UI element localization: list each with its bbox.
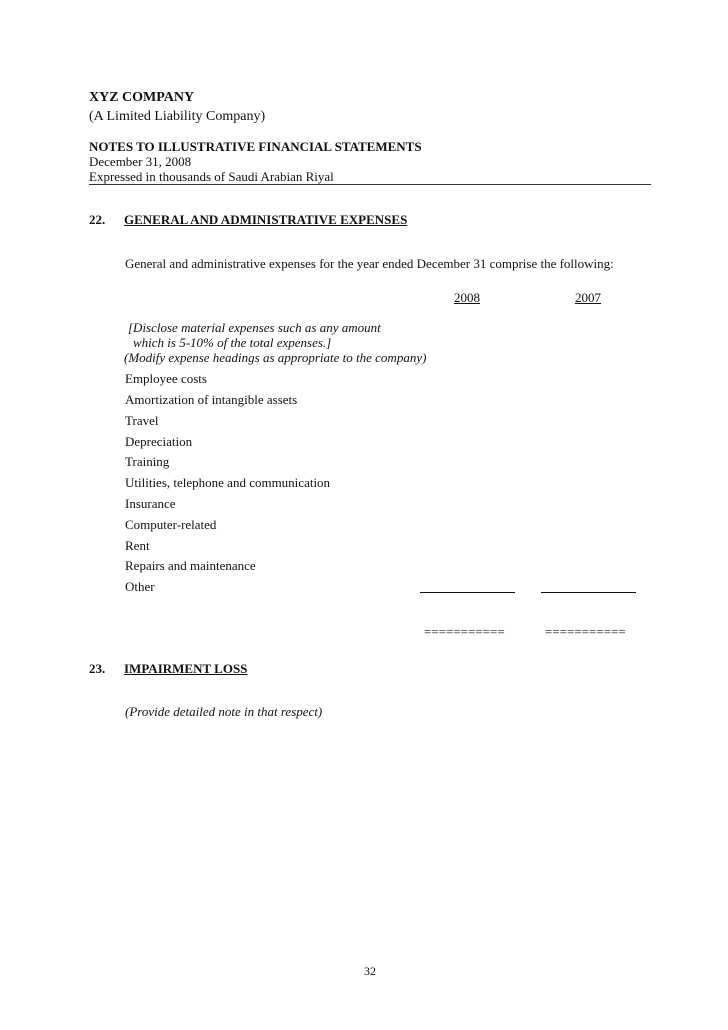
note-23-instruction: (Provide detailed note in that respect) xyxy=(125,704,323,719)
company-type: (A Limited Liability Company) xyxy=(89,109,266,124)
note-22-number: 22. xyxy=(89,212,106,227)
expense-item-training: Training xyxy=(125,454,170,469)
instruction-line-3: (Modify expense headings as appropriate to the company) xyxy=(124,350,427,365)
expense-item-insurance: Insurance xyxy=(125,496,176,511)
expense-item-rent: Rent xyxy=(125,538,150,553)
total-rule-2007: =========== xyxy=(545,624,626,639)
instruction-line-1: [Disclose material expenses such as any amount xyxy=(128,320,381,335)
column-header-2007: 2007 xyxy=(575,290,601,305)
expense-item-computer-related: Computer-related xyxy=(125,517,217,532)
total-rule-2008: =========== xyxy=(424,624,505,639)
currency-note: Expressed in thousands of Saudi Arabian Riyal xyxy=(89,169,334,184)
expense-item-amortization: Amortization of intangible assets xyxy=(125,392,298,407)
page-number: 32 xyxy=(364,964,376,978)
expense-item-utilities: Utilities, telephone and communication xyxy=(125,475,331,490)
expense-item-other: Other xyxy=(125,579,155,594)
note-23-title: IMPAIRMENT LOSS xyxy=(124,661,248,676)
expense-item-repairs: Repairs and maintenance xyxy=(125,558,256,573)
document-title: NOTES TO ILLUSTRATIVE FINANCIAL STATEMENTS xyxy=(89,139,422,154)
subtotal-rule-2008 xyxy=(420,592,515,593)
subtotal-rule-2007 xyxy=(541,592,636,593)
expense-item-depreciation: Depreciation xyxy=(125,434,193,449)
expense-item-travel: Travel xyxy=(125,413,159,428)
header-divider xyxy=(89,184,651,185)
statement-date: December 31, 2008 xyxy=(89,154,192,169)
note-22-title: GENERAL AND ADMINISTRATIVE EXPENSES xyxy=(124,212,408,227)
column-header-2008: 2008 xyxy=(454,290,480,305)
note-23-number: 23. xyxy=(89,661,106,676)
company-name: XYZ COMPANY xyxy=(89,90,195,105)
expense-item-employee-costs: Employee costs xyxy=(125,371,207,386)
instruction-line-2: which is 5-10% of the total expenses.] xyxy=(133,335,332,350)
note-22-intro: General and administrative expenses for the year ended December 31 comprise the following: xyxy=(125,256,614,271)
